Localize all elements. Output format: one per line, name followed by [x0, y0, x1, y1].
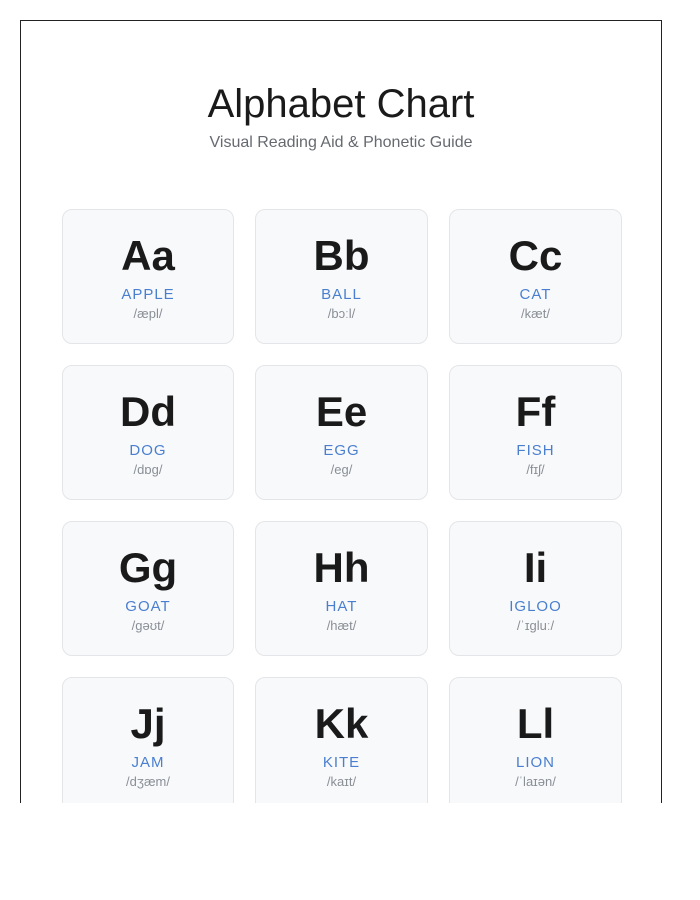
- letter-card-d: [62, 365, 234, 500]
- example-word: APPLE: [121, 286, 175, 303]
- page-subtitle: Visual Reading Aid & Phonetic Guide: [209, 134, 473, 151]
- phonetic: /kaɪt/: [326, 774, 357, 789]
- example-word: LION: [515, 754, 555, 771]
- letter: Aa: [121, 232, 175, 279]
- letter-card-g: [62, 521, 234, 656]
- letter-card-h: [255, 521, 428, 656]
- letter-card-k: [255, 677, 428, 803]
- phonetic: /æpl/: [133, 306, 163, 321]
- letter-card-c: [449, 209, 622, 344]
- letter-card-i: [449, 521, 622, 656]
- phonetic: /eg/: [330, 462, 353, 477]
- page-title: Alphabet Chart: [207, 82, 475, 126]
- letter: Cc: [508, 232, 563, 279]
- phonetic: /ˈɪgluː/: [516, 618, 555, 633]
- phonetic: /kæt/: [521, 306, 550, 321]
- letter: Jj: [130, 700, 166, 747]
- letter: Ll: [516, 700, 555, 747]
- example-word: DOG: [129, 442, 167, 459]
- letter-card-e: [255, 365, 428, 500]
- letter-card-b: [255, 209, 428, 344]
- example-word: JAM: [131, 754, 165, 771]
- example-word: GOAT: [125, 598, 171, 615]
- phonetic: /fɪʃ/: [526, 462, 545, 477]
- letter: Ii: [523, 544, 548, 591]
- letter: Gg: [118, 544, 178, 591]
- chart-page: [20, 20, 662, 803]
- alphabet-grid: [62, 209, 622, 803]
- phonetic: /gəʊt/: [131, 618, 165, 633]
- example-word: IGLOO: [509, 598, 562, 615]
- letter: Hh: [313, 544, 370, 591]
- letter: Kk: [314, 700, 369, 747]
- example-word: BALL: [321, 286, 362, 303]
- letter: Ff: [515, 388, 556, 435]
- letter-card-f: [449, 365, 622, 500]
- phonetic: /ˈlaɪən/: [515, 774, 556, 789]
- example-word: CAT: [519, 286, 552, 303]
- letter: Ee: [315, 388, 368, 435]
- phonetic: /hæt/: [326, 618, 357, 633]
- letter-card-l: [449, 677, 622, 803]
- letter: Dd: [120, 388, 176, 435]
- example-word: KITE: [322, 754, 361, 771]
- example-word: HAT: [325, 598, 358, 615]
- phonetic: /dʒæm/: [126, 774, 170, 789]
- example-word: FISH: [516, 442, 555, 459]
- letter: Bb: [313, 232, 370, 279]
- example-word: EGG: [323, 442, 360, 459]
- letter-card-a: [62, 209, 234, 344]
- letter-card-j: [62, 677, 234, 803]
- phonetic: /dɒg/: [133, 462, 163, 477]
- phonetic: /bɔːl/: [327, 306, 356, 321]
